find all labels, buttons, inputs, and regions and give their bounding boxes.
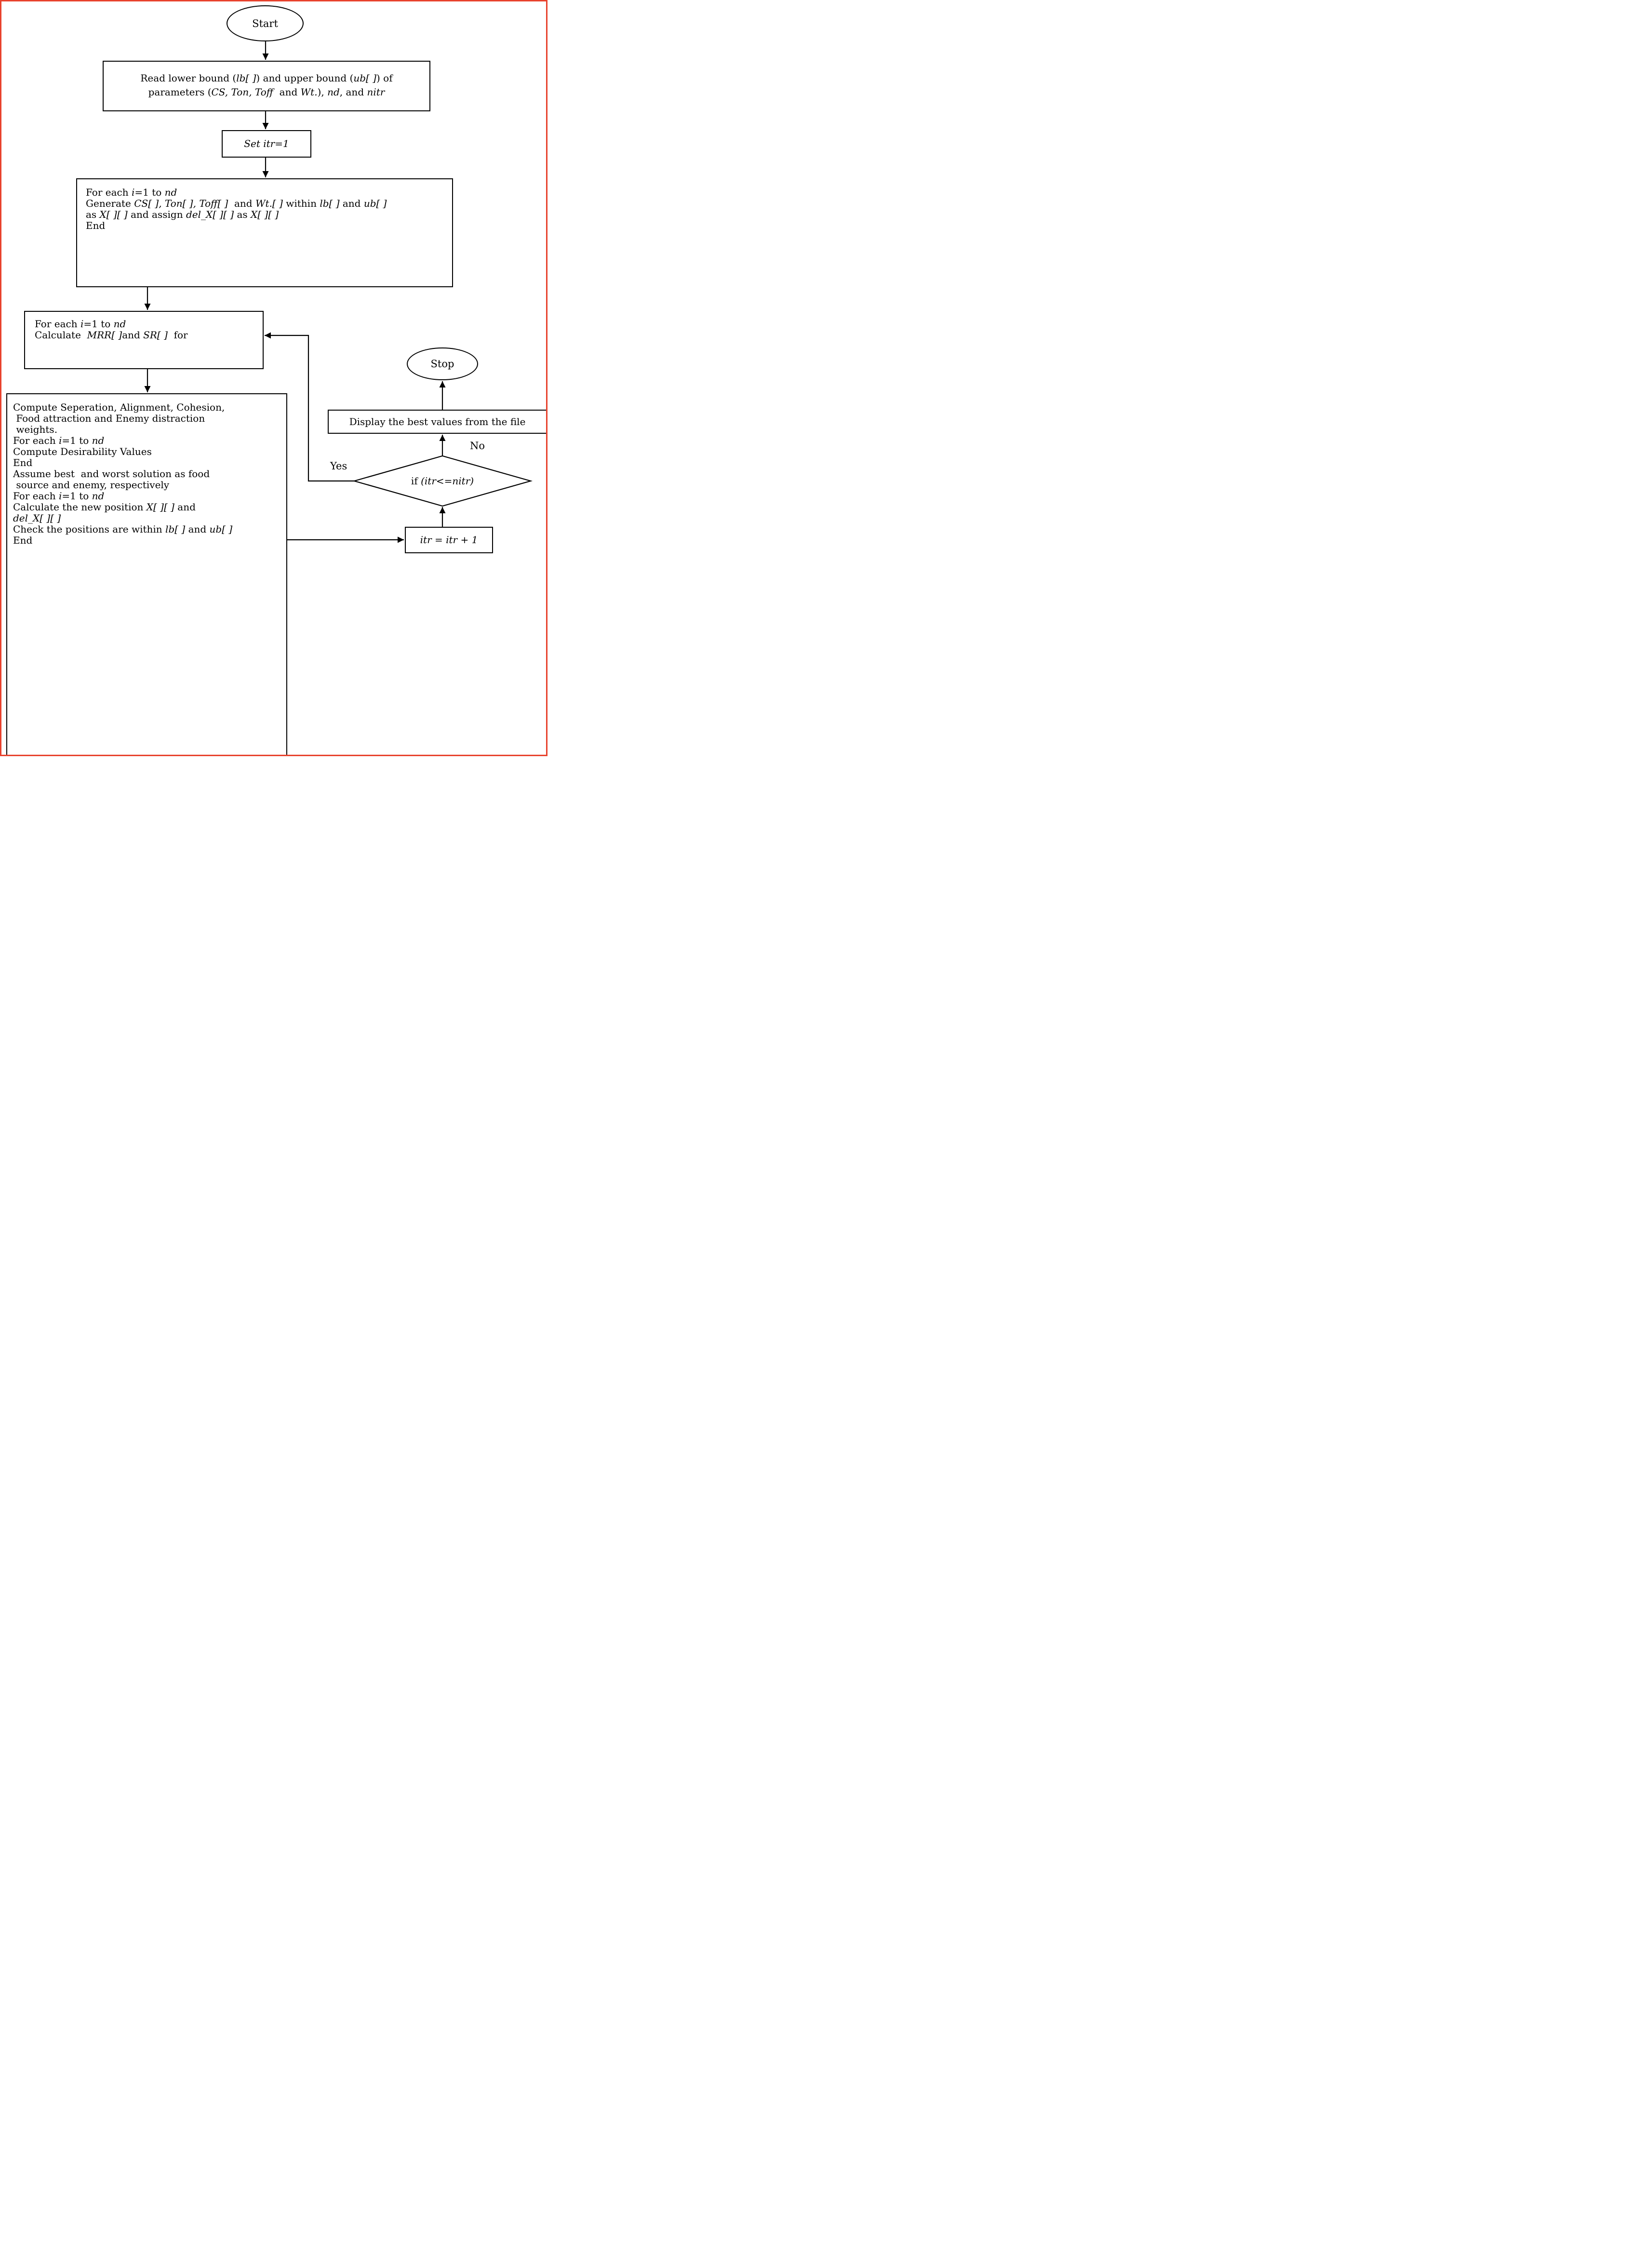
compute-line-11: del_X[ ][ ]	[13, 512, 61, 524]
fitness-loop	[24, 311, 264, 369]
compute-line-5: Compute Desirability Values	[13, 446, 152, 457]
compute-line-9: For each i=1 to nd	[13, 490, 105, 502]
set-itr-process	[222, 130, 311, 158]
display-best-process	[328, 410, 547, 434]
increment-itr-process	[405, 527, 493, 553]
flowchart	[0, 0, 547, 756]
compute-line-7: Assume best and worst solution as food	[13, 468, 210, 480]
compute-line-8: source and enemy, respectively	[13, 479, 170, 491]
init-loop-line-3: as X[ ][ ] and assign del_X[ ][ ] as X[ ][ ]	[86, 209, 279, 220]
stop-label: Stop	[430, 358, 454, 370]
increment-itr-line: itr = itr + 1	[420, 534, 478, 546]
fitness-loop-line-1: For each i=1 to nd	[35, 318, 126, 330]
init-loop-line-2: Generate CS[ ], Ton[ ], Toff[ ] and Wt.[ ] within lb[ ] and ub[ ]	[86, 198, 387, 209]
stop-terminator	[407, 347, 478, 380]
init-loop-line-1: For each i=1 to nd	[86, 187, 177, 198]
read-bounds-line-2: parameters (CS, Ton, Toff and Wt.), nd, and nitr	[148, 86, 385, 98]
read-bounds-line-1: Read lower bound (lb[ ]) and upper bound (ub[ ]) of	[140, 72, 393, 84]
compute-line-3: weights.	[13, 424, 58, 435]
init-population-loop	[76, 178, 453, 287]
start-label: Start	[252, 17, 278, 29]
init-loop-line-4: End	[86, 220, 106, 231]
decision-label-container	[354, 456, 531, 506]
compute-line-13: End	[13, 534, 33, 546]
no-edge-label: No	[470, 440, 485, 452]
compute-line-1: Compute Seperation, Alignment, Cohesion,	[13, 401, 225, 413]
compute-line-6: End	[13, 457, 33, 468]
compute-line-4: For each i=1 to nd	[13, 435, 105, 446]
read-bounds-process	[103, 61, 430, 111]
start-terminator	[227, 5, 304, 41]
display-best-label: Display the best values from the file	[349, 416, 526, 427]
decision-label: if (itr<=nitr)	[411, 475, 474, 487]
compute-update-block	[6, 393, 287, 756]
fitness-loop-line-2: Calculate MRR[ ]and SR[ ] for	[35, 329, 188, 341]
set-itr-line: Set itr=1	[244, 138, 289, 149]
compute-line-12: Check the positions are within lb[ ] and ub[ ]	[13, 523, 233, 535]
yes-edge-label: Yes	[330, 460, 347, 472]
compute-line-2: Food attraction and Enemy distraction	[13, 413, 205, 424]
compute-line-10: Calculate the new position X[ ][ ] and	[13, 501, 196, 513]
